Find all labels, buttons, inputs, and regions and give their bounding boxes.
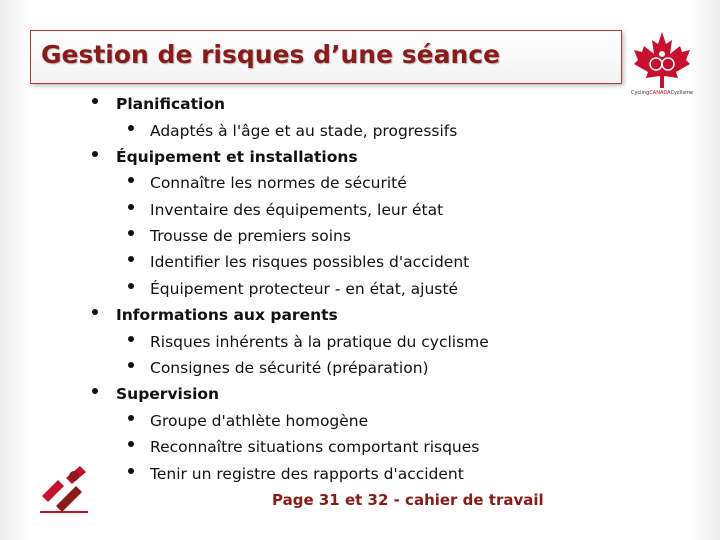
section-heading: Planification [116, 95, 225, 113]
list-item: Risques inhérents à la pratique du cyclisme [150, 333, 489, 351]
list-item: Adaptés à l'âge et au stade, progressifs [150, 122, 457, 140]
bullet-icon [92, 98, 98, 104]
list-item: Trousse de premiers soins [150, 227, 351, 245]
logo-caption-left: Cycling [630, 90, 650, 96]
bullet-icon [128, 177, 134, 183]
list-item: Identifier les risques possibles d'accident [150, 253, 469, 271]
list-item: Équipement protecteur - en état, ajusté [150, 280, 458, 298]
bullet-icon [128, 204, 134, 210]
section-heading: Informations aux parents [116, 306, 338, 324]
list-item: Tenir un registre des rapports d'accident [150, 465, 464, 483]
bullet-icon [128, 336, 134, 342]
bullet-icon [92, 388, 98, 394]
bullet-icon [128, 468, 134, 474]
bullet-icon [128, 283, 134, 289]
bullet-icon [128, 230, 134, 236]
list-item: Inventaire des équipements, leur état [150, 201, 443, 219]
bullet-icon [128, 256, 134, 262]
section-heading: Équipement et installations [116, 148, 358, 166]
logo-caption-mid: CANADA [649, 90, 671, 96]
bullet-icon [92, 309, 98, 315]
slide-title: Gestion de risques d’une séance [41, 40, 501, 69]
bullet-icon [128, 125, 134, 131]
list-item: Connaître les normes de sécurité [150, 174, 407, 192]
bullet-icon [128, 415, 134, 421]
bullet-icon [128, 362, 134, 368]
bullet-icon [92, 151, 98, 157]
logo-caption-right: Cyclisme [670, 90, 694, 96]
list-item: Reconnaître situations comportant risques [150, 438, 479, 456]
list-item: Consignes de sécurité (préparation) [150, 359, 429, 377]
footer-reference: Page 31 et 32 - cahier de travail [272, 491, 544, 509]
list-item: Groupe d'athlète homogène [150, 412, 368, 430]
section-heading: Supervision [116, 385, 219, 403]
bullet-icon [128, 441, 134, 447]
